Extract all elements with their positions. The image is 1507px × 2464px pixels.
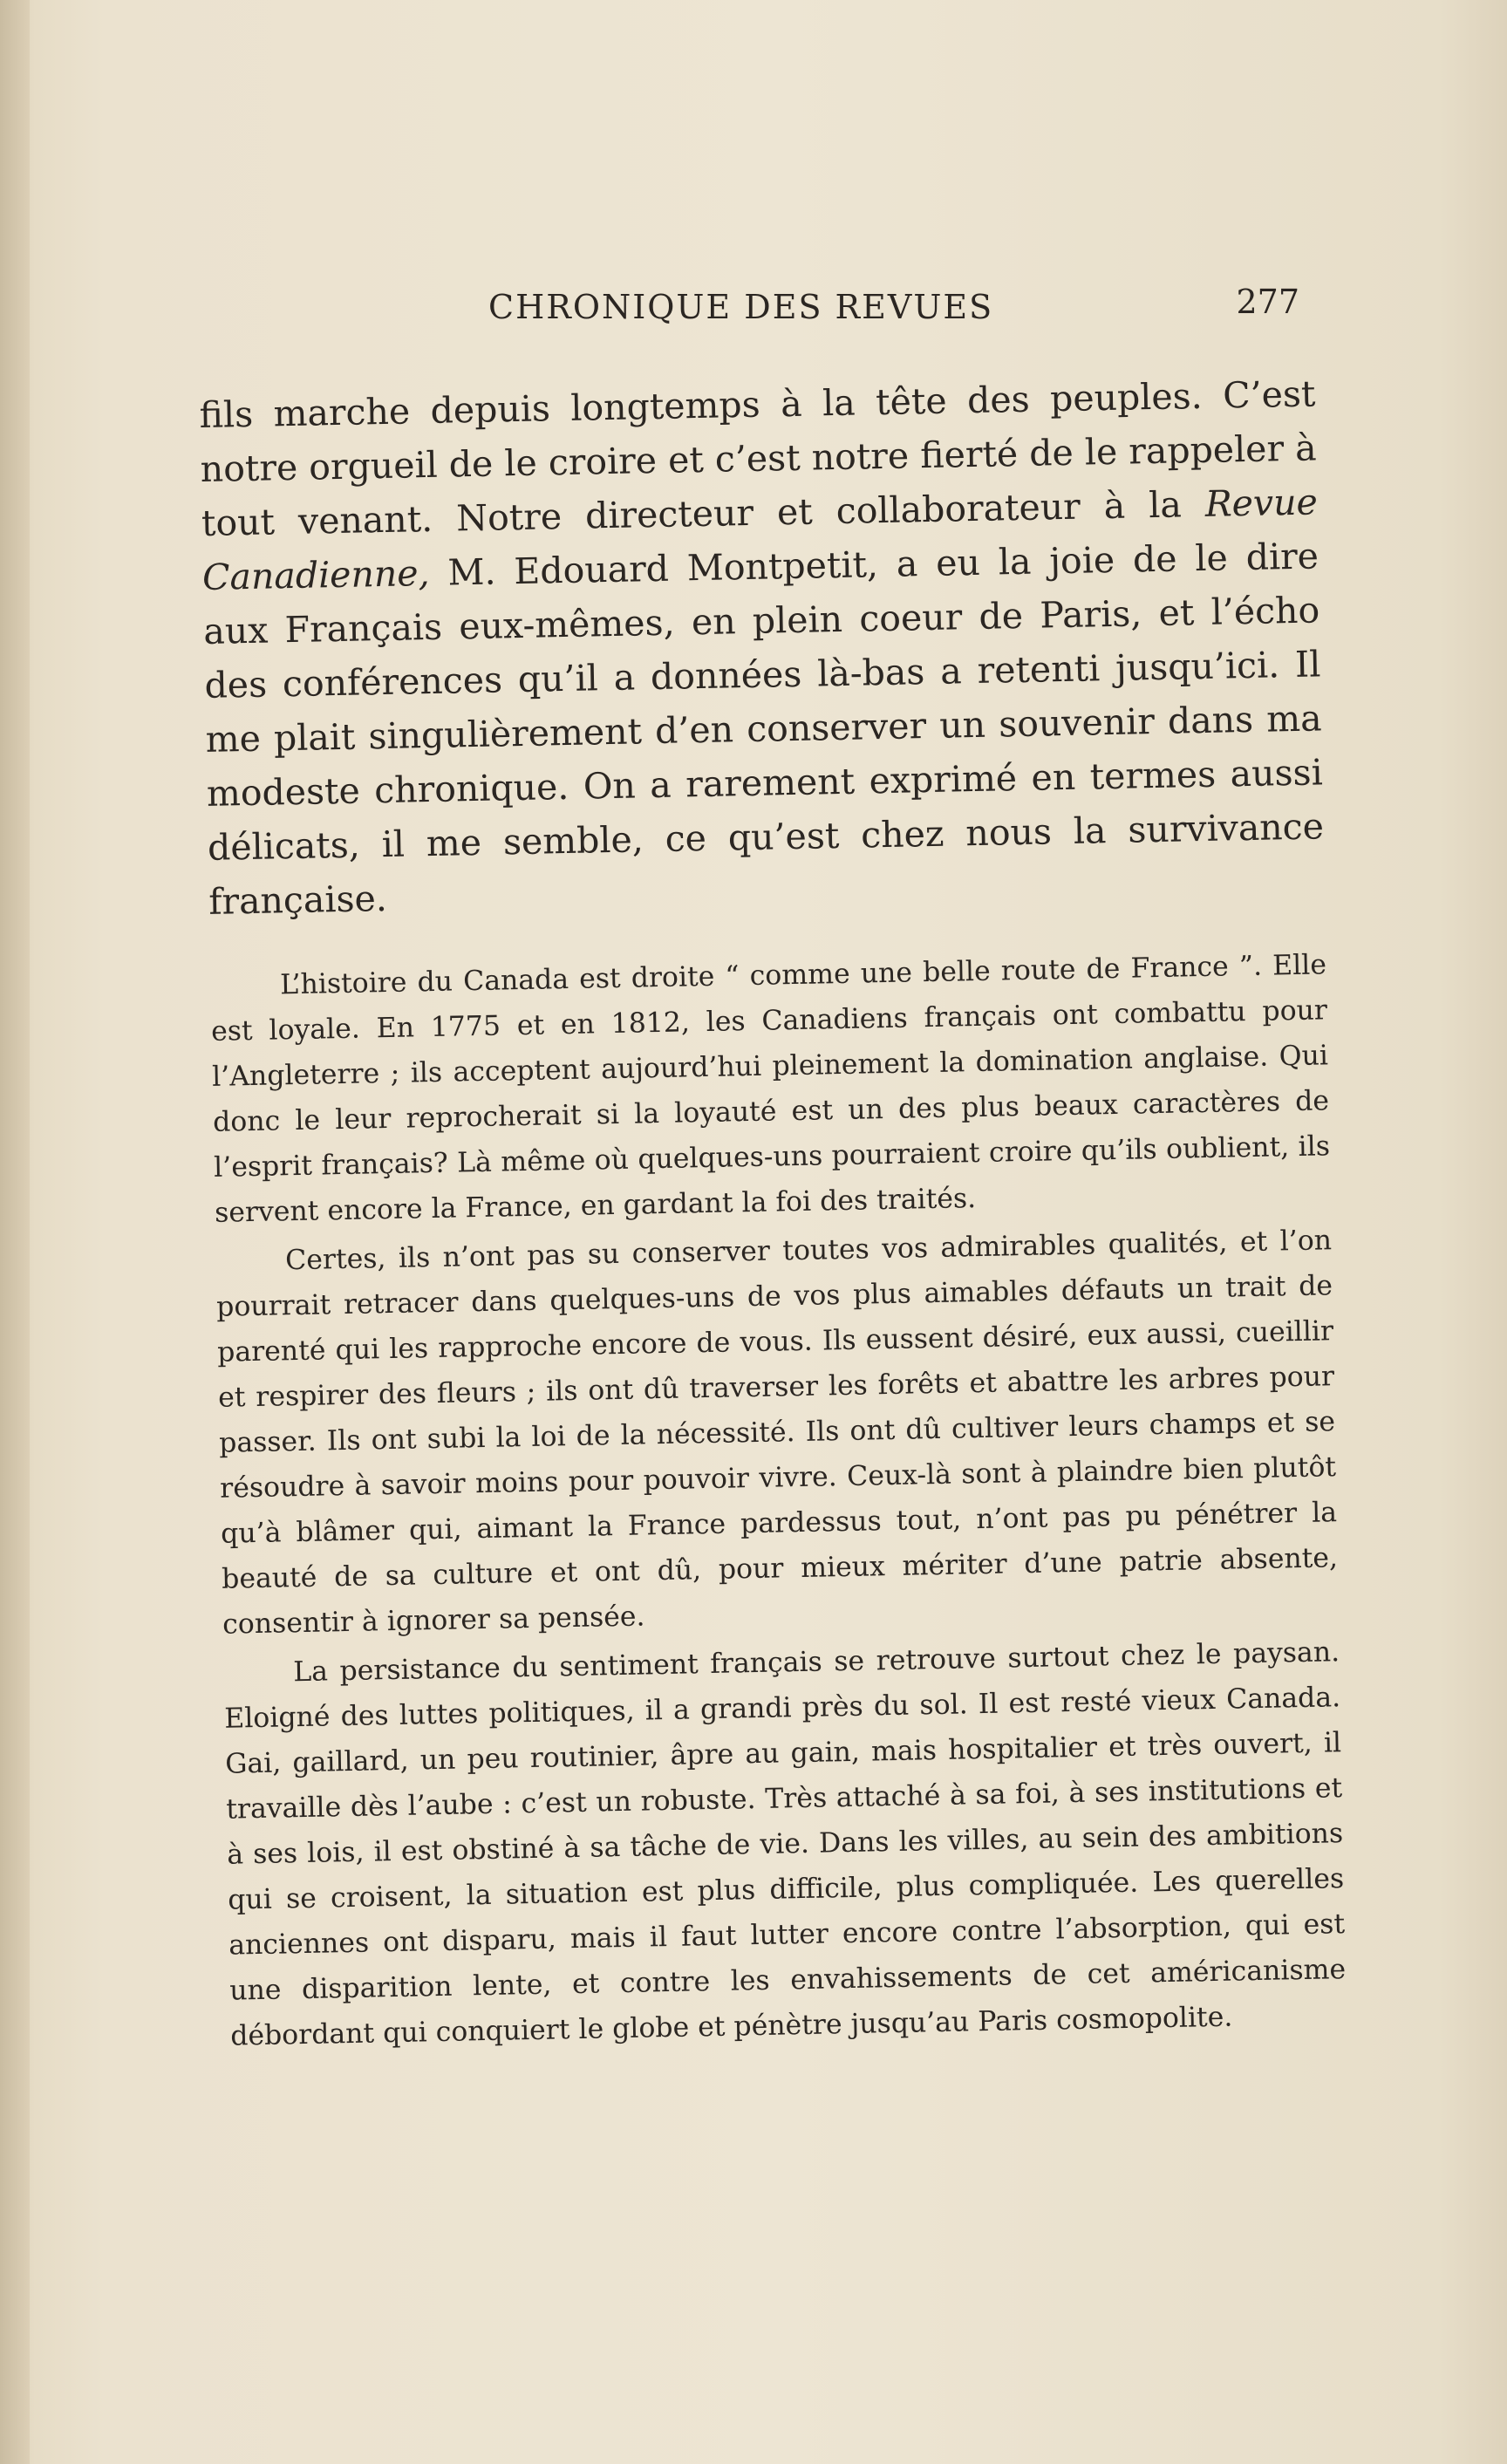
running-head bbox=[201, 283, 1299, 340]
page-number: 277 bbox=[1236, 283, 1299, 321]
quotation-paragraph-3: La persistance du sentiment français se retrouve surtout chez le paysan. Eloigné des luttes politiques, il a grandi près du sol. Il est resté vieux Canada. Gai, gaillard, un peu routinier, âpre au gain, mais hospitalier et très ouvert, il travaille dès l’aube : c’est un robuste. Très attaché à sa foi, à ses institutions et à ses lois, il est obstiné à sa tâche de vie. Dans les villes, au sein des ambitions qui se croisent, la situation est plus difficile, plus compliquée. Les querelles anciennes ont disparu, mais il faut lutter encore contre l’absorption, qui est une disparition lente, et contre les envahissements de cet américanisme débordant qui conquiert le globe et pénètre jusqu’au Paris cosmopolite. bbox=[223, 1636, 1347, 2052]
quotation-block bbox=[210, 942, 1347, 2058]
body-text bbox=[199, 366, 1347, 2058]
quotation-paragraph-1: L’histoire du Canada est droite “ comme une belle route de France ”. Elle est loyale. En 1775 et en 1812, les Canadiens français ont combattu pour l’Angleterre ; ils acceptent aujourd’hui pleinement la domination anglaise. Qui donc le leur reprocherait si la loyauté est un des plus beaux caractères de l’esprit français? Là même où quelques-uns pourraient croire qu’ils oublient, ils servent encore la France, en gardant la foi des traités. bbox=[210, 949, 1331, 1229]
quotation-paragraph-2: Certes, ils n’ont pas su conserver toutes vos admirables qualités, et l’on pourrait retracer dans quelques-uns de vos plus aimables défauts un trait de parenté qui les rapproche encore de vous. Ils eussent désiré, eux aussi, cueillir et respirer des fleurs ; ils ont dû traverser les forêts et abattre les arbres pour passer. Ils ont subi la loi de la nécessité. Ils ont dû cultiver leurs champs et se résoudre à savoir moins pour pouvoir vivre. Ceux-là sont à plaindre bien plutôt qu’à blâmer qui, aimant la France pardessus tout, n’ont pas pu pénétrer la beauté de sa culture et ont dû, pour mieux mériter d’une patrie absente, consentir à ignorer sa pensée. bbox=[215, 1225, 1339, 1641]
running-title: CHRONIQUE DES REVUES bbox=[488, 288, 994, 326]
journal-title: Revue Canadienne, bbox=[201, 481, 1319, 598]
main-paragraph-text-2: M. Edouard Montpetit, a eu la joie de le dire aux Français eux-mêmes, en plein coeur de Paris, et l’écho des conférences qu’il a données là-bas a retenti jusqu’ici. Il me plait singulièrement d’en conserver un souvenir dans ma modeste chronique. On a rarement exprimé en termes aussi délicats, il me semble, ce qu’est chez nous la survivance française. bbox=[202, 535, 1325, 923]
main-paragraph bbox=[199, 366, 1326, 928]
page-gutter bbox=[0, 0, 30, 2464]
main-paragraph-text-1: fils marche depuis longtemps à la tête des peuples. C’est notre orgueil de le croire et c’est notre fierté de le rappeler à tout venant. Notre directeur et collaborateur à la bbox=[199, 372, 1318, 544]
